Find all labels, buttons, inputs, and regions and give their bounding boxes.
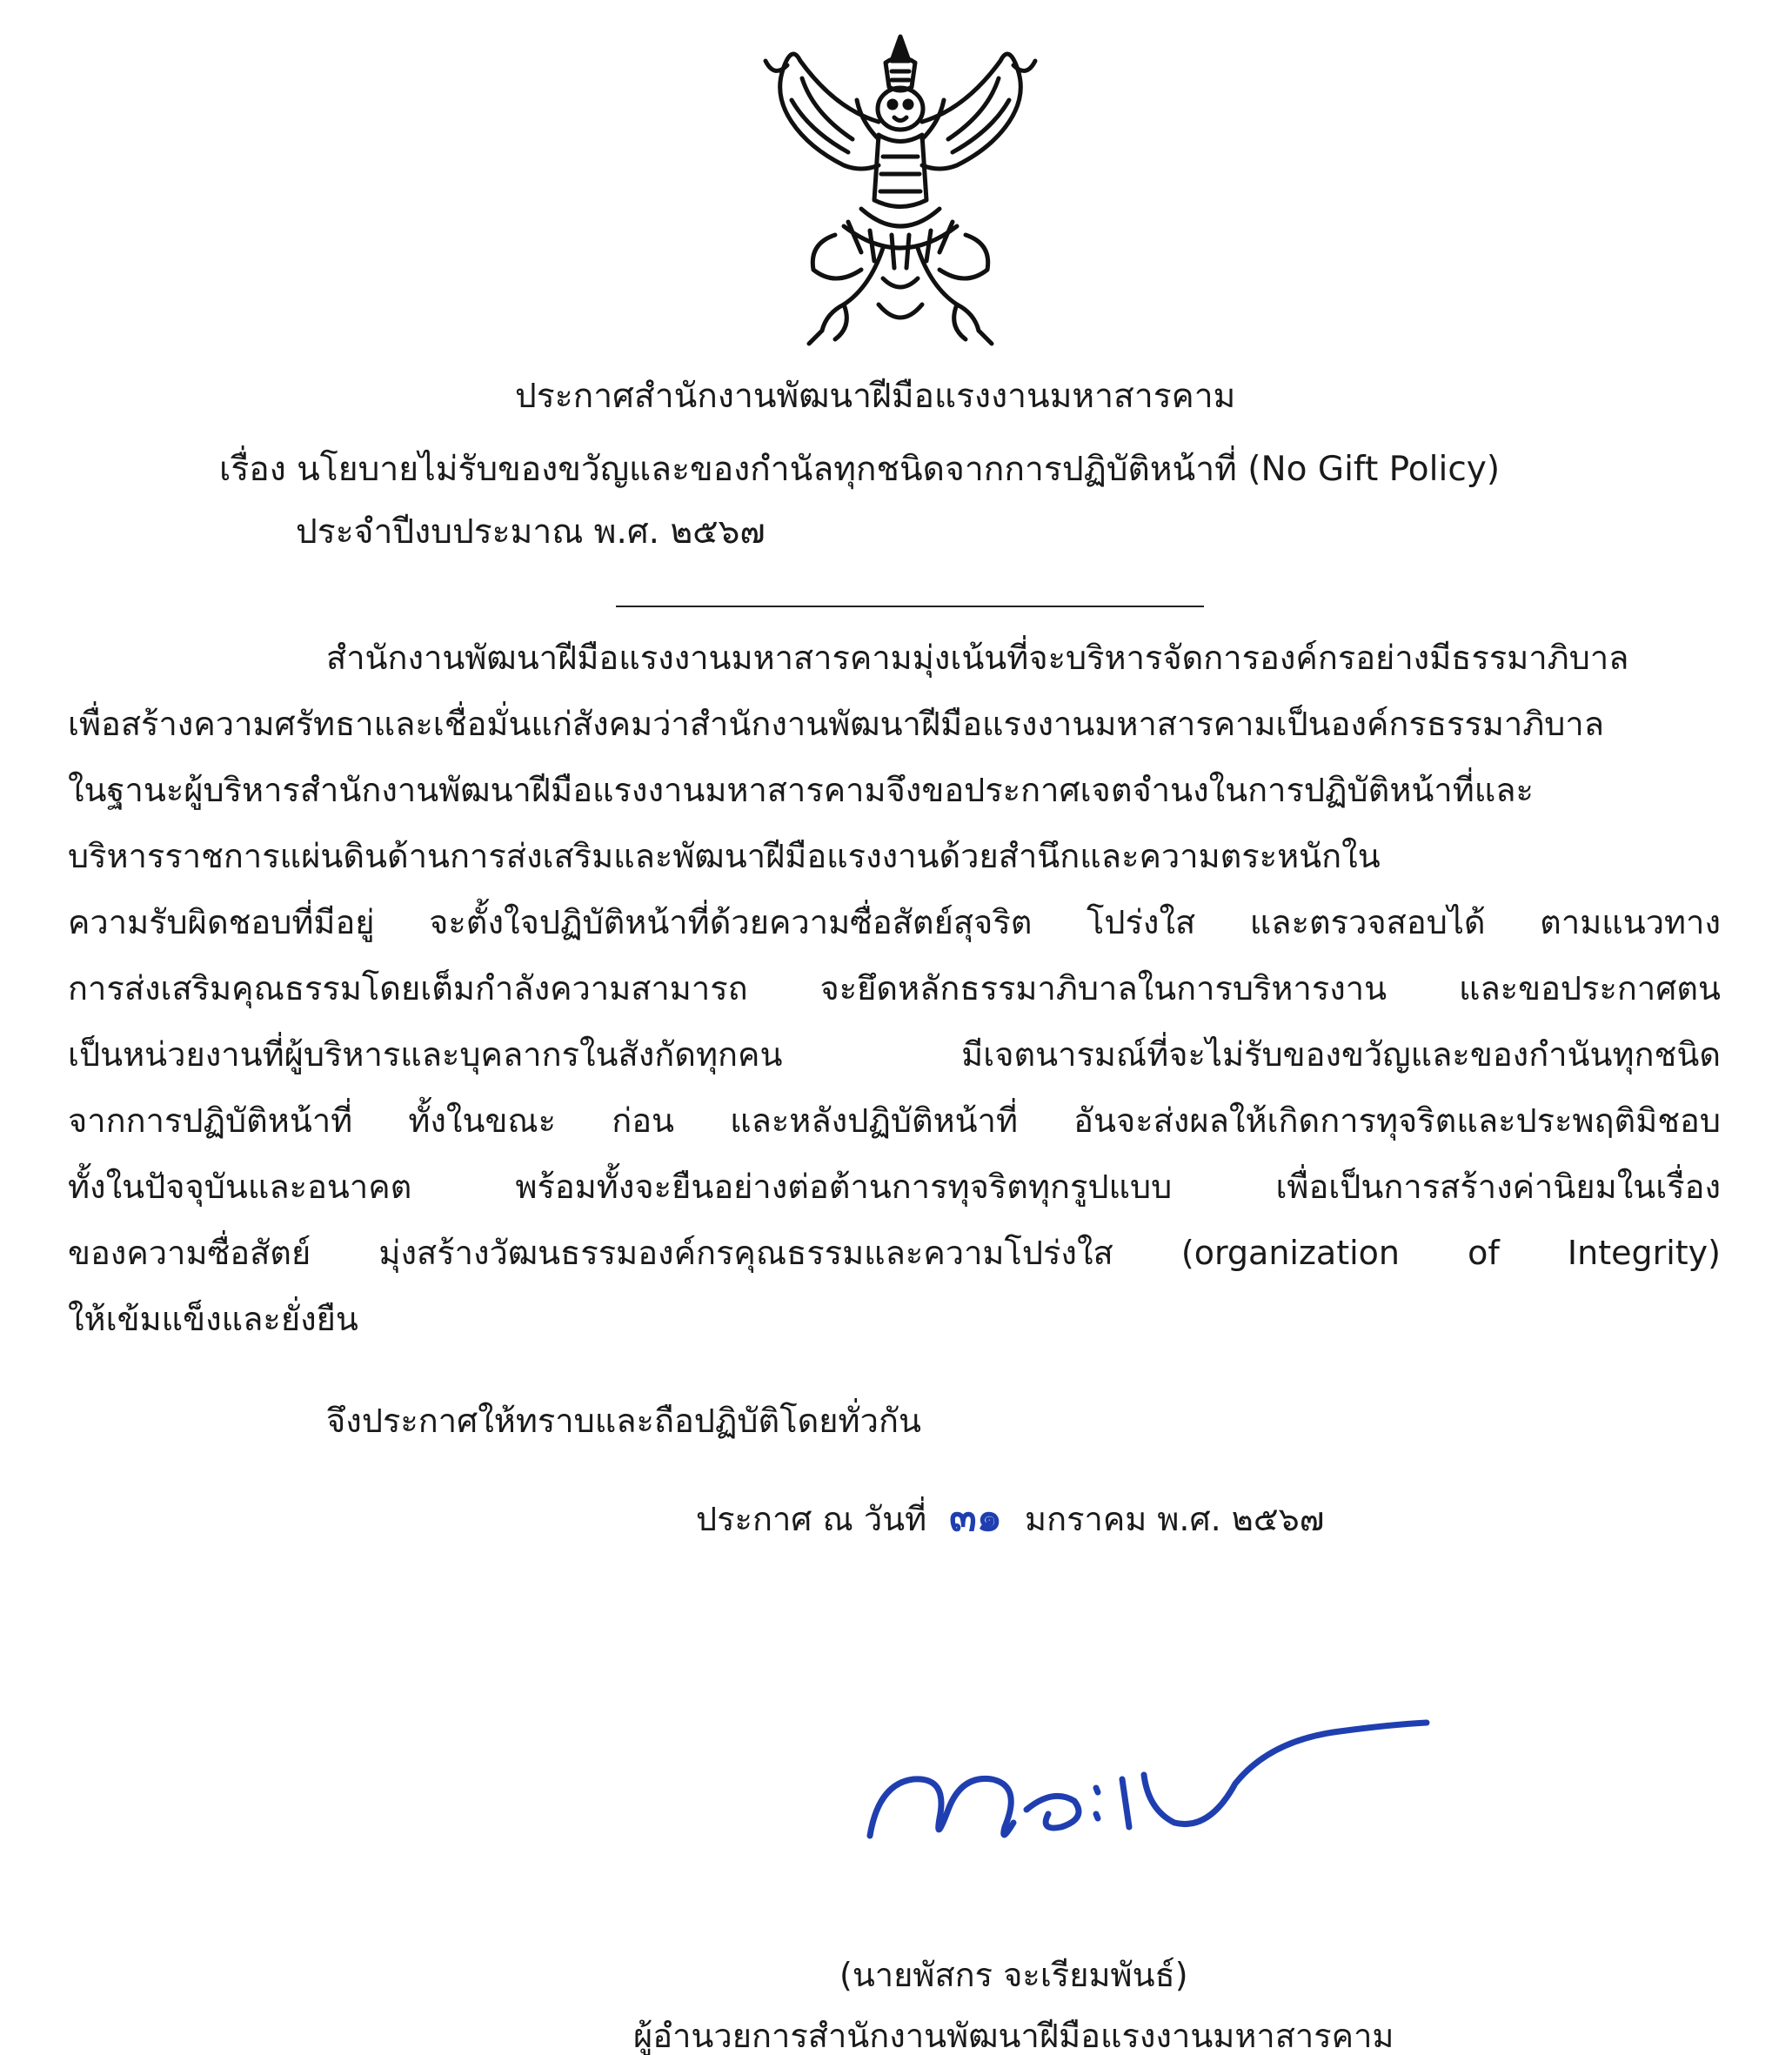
body-line: บริหารราชการแผ่นดินด้านการส่งเสริมและพัฒนาฝีมือแรงงานด้วยสำนึกและความตระหนักใน (68, 837, 1381, 875)
body-line: ในฐานะผู้บริหารสำนักงานพัฒนาฝีมือแรงงานมหาสารคามจึงขอประกาศเจตจำนงในการปฏิบัติหน้าที่และ (68, 771, 1534, 809)
title-divider (616, 606, 1204, 607)
body-line: ของความซื่อสัตย์ มุ่งสร้างวัฒนธรรมองค์กรคุณธรรมและความโปร่งใส (organization of Integrity) (68, 1234, 1721, 1272)
body-line: เพื่อสร้างความศรัทธาและเชื่อมั่นแก่สังคมว่าสำนักงานพัฒนาฝีมือแรงงานมหาสารคามเป็นองค์กรธรรมาภิบาล (68, 705, 1605, 743)
body-line: ให้เข้มแข็งและยั่งยืน (68, 1300, 358, 1338)
closing-statement: จึงประกาศให้ทราบและถือปฏิบัติโดยทั่วกัน (326, 1402, 921, 1440)
date-prefix: ประกาศ ณ วันที่ (696, 1500, 927, 1538)
signer-position: ผู้อำนวยการสำนักงานพัฒนาฝีมือแรงงานมหาสารคาม (633, 2017, 1394, 2055)
body-line: เป็นหน่วยงานที่ผู้บริหารและบุคลากรในสังกัดทุกคน มีเจตนารมณ์ที่จะไม่รับของขวัญและของกำนันทุกชนิด (68, 1035, 1721, 1074)
signature-icon (853, 1705, 1444, 1897)
body-line: ความรับผิดชอบที่มีอยู่ จะตั้งใจปฏิบัติหน้าที่ด้วยความซื่อสัตย์สุจริต โปร่งใส และตรวจสอบได้ ตามแนวทาง (68, 903, 1721, 941)
date-day: ๓๑ (949, 1493, 1002, 1540)
signer-name: (นายพัสกร จะเรียมพันธ์) (839, 1956, 1188, 1994)
date-suffix: มกราคม พ.ศ. ๒๕๖๗ (1025, 1500, 1325, 1538)
announcement-date (696, 1483, 1324, 1552)
fiscal-year: ประจำปีงบประมาณ พ.ศ. ๒๕๖๗ (296, 512, 766, 552)
garuda-emblem-icon (739, 26, 1061, 357)
announcement-title: ประกาศสำนักงานพัฒนาฝีมือแรงงานมหาสารคาม (515, 377, 1236, 416)
announcement-subject: เรื่อง นโยบายไม่รับของขวัญและของกำนัลทุกชนิดจากการปฏิบัติหน้าที่ (No Gift Policy) (219, 450, 1501, 489)
body-line: จากการปฏิบัติหน้าที่ ทั้งในขณะ ก่อน และหลังปฏิบัติหน้าที่ อันจะส่งผลให้เกิดการทุจริตและประพฤติมิชอบ (68, 1101, 1721, 1140)
body-line: สำนักงานพัฒนาฝีมือแรงงานมหาสารคามมุ่งเน้นที่จะบริหารจัดการองค์กรอย่างมีธรรมาภิบาล (326, 639, 1629, 677)
body-line: ทั้งในปัจจุบันและอนาคต พร้อมทั้งจะยืนอย่างต่อต้านการทุจริตทุกรูปแบบ เพื่อเป็นการสร้างค่านิยมในเรื่อง (68, 1168, 1721, 1206)
body-line: การส่งเสริมคุณธรรมโดยเต็มกำลังความสามารถ จะยึดหลักธรรมาภิบาลในการบริหารงาน และขอประกาศตน (68, 969, 1721, 1007)
